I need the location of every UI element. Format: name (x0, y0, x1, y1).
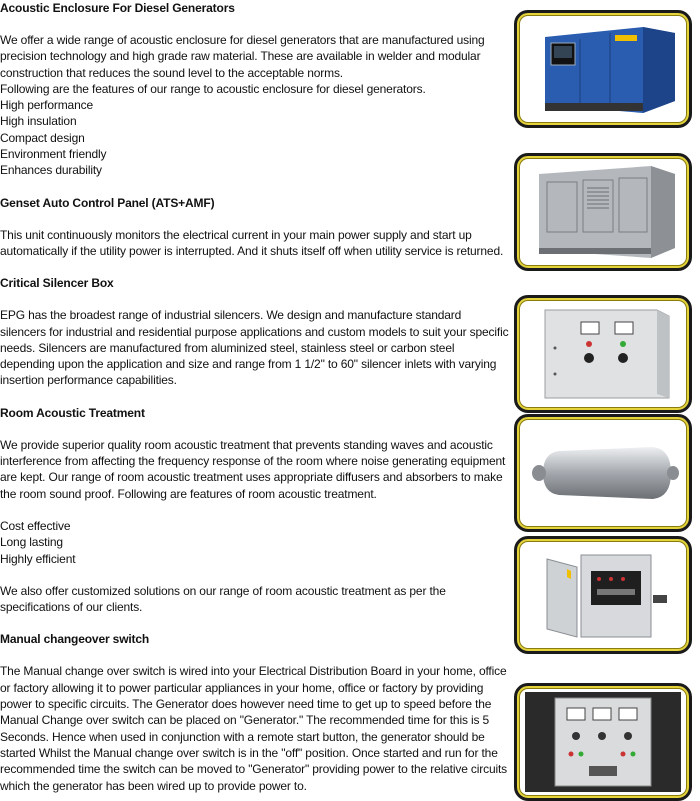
section-title-control-panel: Genset Auto Control Panel (ATS+AMF) (0, 195, 215, 210)
silencer-icon (525, 423, 681, 523)
room-acoustic-closing: We also offer customized solutions on our range of room acoustic treatment as per the specifications of our clients. (0, 583, 446, 615)
changeover-switch-description: The Manual change over switch is wired into your Electrical Distribution Board in your home, office or factory allowing it to power particular appliances in your home, office or factory by providing power to specific circuits. The Generator does however need time to get up to speed before the Manual Change over switch can be placed on "Generator." The recommended time for this is 5 Seconds. Hence when used in conjunction with a remote start button, the generator should be started Whilst the Manual change over switch is in the "off" position. Once started and run for the recommended time the switch can be moved to "Generator" providing power to the relative circuits which the generator has been wired up to provide power to. (0, 664, 508, 793)
changeover-switch-box-image (514, 536, 692, 654)
silencer-image (514, 414, 692, 532)
feature-item: Environment friendly (0, 147, 107, 162)
silencer-box-description: EPG has the broadest range of industrial silencers. We design and manufacture standard silencers for industrial and residential purpose applications and custom models to suit your specific needs. Silencers are manufactured from aluminized steel, stainless steel or carbon steel depending upon the application and size and range from 1 1/2" to 60" silencer inlets with varying insertion performance capabilities. (0, 308, 509, 388)
grey-generator-icon (525, 162, 681, 262)
acoustic-enclosure-description: We offer a wide range of acoustic enclosure for diesel generators that are manufactured using precision technology and high grade raw material. These are available in welder and modular construction that reduces the sound level to the acceptable norms. (0, 33, 485, 80)
section-title-acoustic-enclosure: Acoustic Enclosure For Diesel Generators (0, 1, 235, 15)
feature-item: Enhances durability (0, 163, 102, 178)
feature-item: Highly efficient (0, 551, 76, 566)
brand-badge (615, 35, 637, 41)
feature-item: Compact design (0, 130, 85, 145)
feature-item: High insulation (0, 114, 77, 129)
feature-item: Long lasting (0, 535, 63, 550)
control-panel-image (514, 295, 692, 413)
control-panel-icon (525, 304, 681, 404)
grey-generator-enclosure-image (514, 153, 692, 271)
room-acoustic-description: We provide superior quality room acoustic treatment that prevents standing waves and acoustic interference from affecting the frequency response of the room where noise generating equipment are kept. Our range of room acoustic treatment uses appropriate diffusers and absorbers to make the room sound proof. Following are features of room acoustic treatment. (0, 437, 506, 501)
feature-item: High performance (0, 98, 93, 113)
control-panel-dark-image (514, 683, 692, 801)
section-title-changeover-switch: Manual changeover switch (0, 632, 150, 647)
switch-box-icon (525, 545, 681, 645)
blue-generator-icon (525, 19, 681, 119)
dark-control-panel-icon (525, 692, 681, 792)
control-panel-description: This unit continuously monitors the electrical current in your main power supply and start up automatically if the utility power is interrupted. And it shuts itself off when utility service is returned. (0, 227, 504, 258)
section-title-silencer-box: Critical Silencer Box (0, 276, 114, 291)
section-title-room-acoustic: Room Acoustic Treatment (0, 405, 145, 420)
feature-item: Cost effective (0, 518, 71, 533)
blue-generator-enclosure-image (514, 10, 692, 128)
acoustic-enclosure-features-intro: Following are the features of our range to acoustic enclosure for diesel generators. (0, 81, 426, 96)
